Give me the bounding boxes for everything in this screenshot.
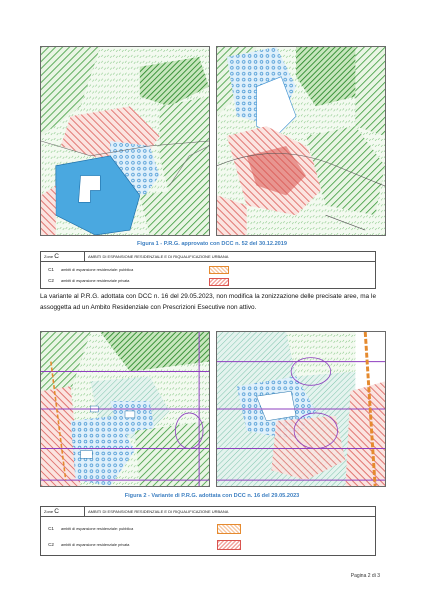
legend-code: C2 [48, 542, 54, 547]
figure-2-caption: Figura 2 - Variante di P.R.G. adottata con DCC n. 16 del 29.05.2023 [124, 493, 300, 499]
legend-zone-cell [41, 507, 85, 516]
legend-row [41, 526, 133, 531]
body-paragraph: La variante al P.R.G. adottata con DCC n. 16 del 29.05.2023, non modifica la zonizzazione delle precisate aree, ma le assoggetta ad un Ambito Residenziale con Prescrizioni Esecutive non attivo. [40, 293, 376, 311]
figure-2-map-right [216, 331, 386, 487]
legend-row [41, 278, 129, 283]
figure-2-map-left [40, 331, 210, 487]
legend-label: ambiti di espansione residenziale privata [61, 278, 130, 283]
legend-swatch-private [217, 540, 241, 550]
legend-label: ambiti di espansione residenziale: pubblica [61, 526, 134, 531]
legend-code: C1 [48, 526, 54, 531]
map-drawing [217, 332, 385, 486]
zone-letter: C [54, 253, 59, 260]
legend-code: C2 [48, 278, 54, 283]
legend-row [41, 542, 129, 547]
figure-1-map-left [40, 46, 210, 236]
legend-title: AMBITI DI ESPANSIONE RESIDENZIALE E DI RIQUALIFICAZIONE URBANA [88, 509, 229, 514]
map-drawing [41, 332, 209, 486]
legend-swatch-private [209, 278, 229, 286]
legend-row [41, 267, 133, 272]
legend-swatch-public [209, 266, 229, 274]
figure-1-caption: Figura 1 - P.R.G. approvato con DCC n. 52 del 30.12.2019 [136, 241, 288, 247]
legend-swatch-public [217, 524, 241, 534]
zone-prefix: Zone [44, 254, 54, 259]
legend-label: ambiti di espansione residenziale: pubblica [61, 267, 134, 272]
map-drawing [217, 47, 385, 235]
zone-prefix: Zone [44, 509, 54, 514]
legend-header [41, 252, 375, 262]
zone-letter: C [54, 508, 59, 515]
legend-title: AMBITI DI ESPANSIONE RESIDENZIALE E DI RIQUALIFICAZIONE URBANA [88, 254, 229, 259]
map-drawing [41, 47, 209, 235]
page-number: Pagina 2 di 3 [350, 573, 380, 579]
figure-1-legend [40, 251, 376, 289]
figure-2-legend [40, 506, 376, 556]
figure-1-map-right [216, 46, 386, 236]
legend-label: ambiti di espansione residenziale privata [61, 542, 130, 547]
legend-header [41, 507, 375, 517]
legend-code: C1 [48, 267, 54, 272]
legend-zone-cell [41, 252, 85, 261]
